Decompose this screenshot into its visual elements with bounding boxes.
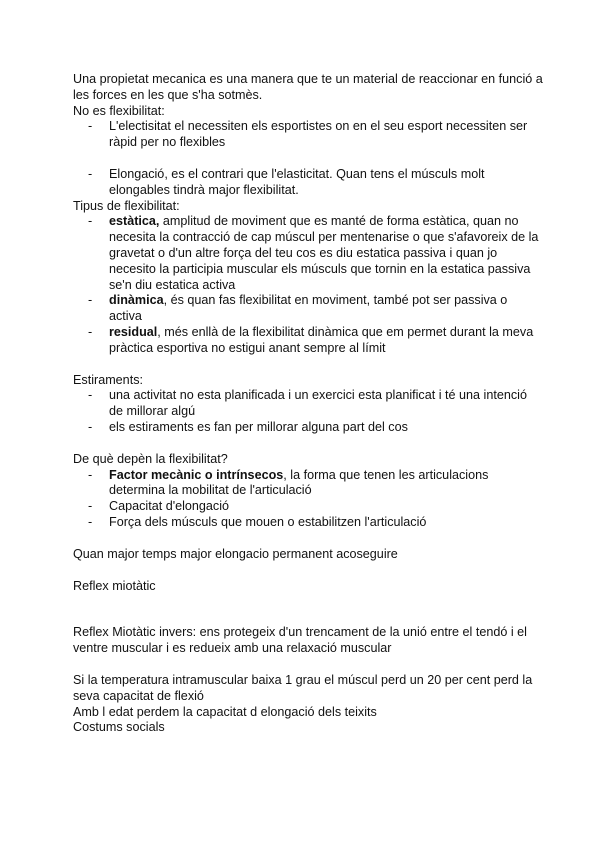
paragraph-gap	[73, 657, 543, 673]
paragraph-gap	[73, 436, 543, 452]
list-item	[73, 420, 543, 436]
list-item	[73, 325, 543, 357]
no-flex-list	[73, 119, 543, 198]
list-item-text: Força dels músculs que mouen o estabilitzen l'articulació	[109, 514, 427, 529]
depends-term: Factor mecànic o intrínsecos	[109, 467, 284, 482]
types-heading: Tipus de flexibilitat:	[73, 198, 180, 213]
dash-bullet: -	[88, 214, 93, 229]
list-item-text: L'electisitat el necessiten els esportistes on en el seu esport necessiten ser ràpid per no flexibles	[109, 119, 528, 150]
type-term: residual	[109, 324, 158, 339]
reflex-inverse-paragraph: Reflex Miotàtic invers: ens protegeix d'un trencament de la unió entre el tendó i el ventre muscular i es redueix amb una relaxació muscular	[73, 625, 527, 656]
dash-bullet: -	[88, 467, 93, 482]
dash-bullet: -	[88, 119, 93, 134]
paragraph-gap	[73, 594, 543, 625]
list-item-text: els estiraments es fan per millorar alguna part del cos	[109, 419, 408, 434]
types-list	[73, 214, 543, 356]
dash-bullet: -	[88, 324, 93, 339]
temperature-paragraph: Si la temperatura intramuscular baixa 1 grau el múscul perd un 20 per cent perd la seva capacitat de flexió	[73, 672, 533, 703]
paragraph-gap	[73, 563, 543, 579]
reflex-line: Reflex miotàtic	[73, 578, 156, 593]
dash-bullet: -	[88, 388, 93, 403]
dash-bullet: -	[88, 166, 93, 181]
type-text: , més enllà de la flexibilitat dinàmica que em permet durant la meva pràctica esportiva no estigui anant sempre al límit	[109, 324, 534, 355]
intro-paragraph: Una propietat mecanica es una manera que te un material de reaccionar en funció a les forces en les que s'ha sotmès.	[73, 72, 543, 102]
depends-text: , la forma que tenen les articulacions determina la mobilitat de l'articulació	[109, 467, 489, 498]
type-text: amplitud de moviment que es manté de forma estàtica, quan no necesita la contracció de cap múscul per mentenarise o que s'afavoreix de la gravetat o d'un altre força del teu cos es diu estatica passiva i quan jo necesito la participia muscular els músculs que tornin en la estatica passiva se'n diu estatica activa	[109, 214, 539, 292]
type-term: estàtica,	[109, 214, 160, 229]
type-text: , és quan fas flexibilitat en moviment, també pot ser passiva o activa	[109, 293, 508, 324]
depends-heading: De què depèn la flexibilitat?	[73, 451, 228, 466]
list-item	[73, 293, 543, 325]
list-item-text: Elongació, es el contrari que l'elasticitat. Quan tens el músculs molt elongables tindrà major flexibilitat.	[109, 166, 485, 197]
social-line: Costums socials	[73, 720, 165, 735]
dash-bullet: -	[88, 419, 93, 434]
list-item-text: Capacitat d'elongació	[109, 499, 230, 514]
dash-bullet: -	[88, 514, 93, 529]
age-line: Amb l edat perdem la capacitat d elongació dels teixits	[73, 704, 377, 719]
list-item	[73, 167, 543, 199]
document-page	[73, 72, 543, 736]
stretch-heading: Estiraments:	[73, 372, 143, 387]
type-term: dinàmica	[109, 293, 164, 308]
list-item	[73, 388, 543, 420]
list-item	[73, 214, 543, 293]
no-flex-heading: No es flexibilitat:	[73, 103, 165, 118]
dash-bullet: -	[88, 499, 93, 514]
stretch-list	[73, 388, 543, 435]
paragraph-gap	[73, 357, 543, 373]
list-item-text: una activitat no esta planificada i un exercici esta planificat i té una intenció de millorar algú	[109, 388, 527, 419]
dash-bullet: -	[88, 293, 93, 308]
list-item	[73, 499, 543, 515]
list-item	[73, 119, 543, 151]
elongation-line: Quan major temps major elongacio permanent acoseguire	[73, 546, 398, 561]
list-item	[73, 515, 543, 531]
depends-list	[73, 468, 543, 531]
paragraph-gap	[73, 531, 543, 547]
list-item	[73, 468, 543, 500]
